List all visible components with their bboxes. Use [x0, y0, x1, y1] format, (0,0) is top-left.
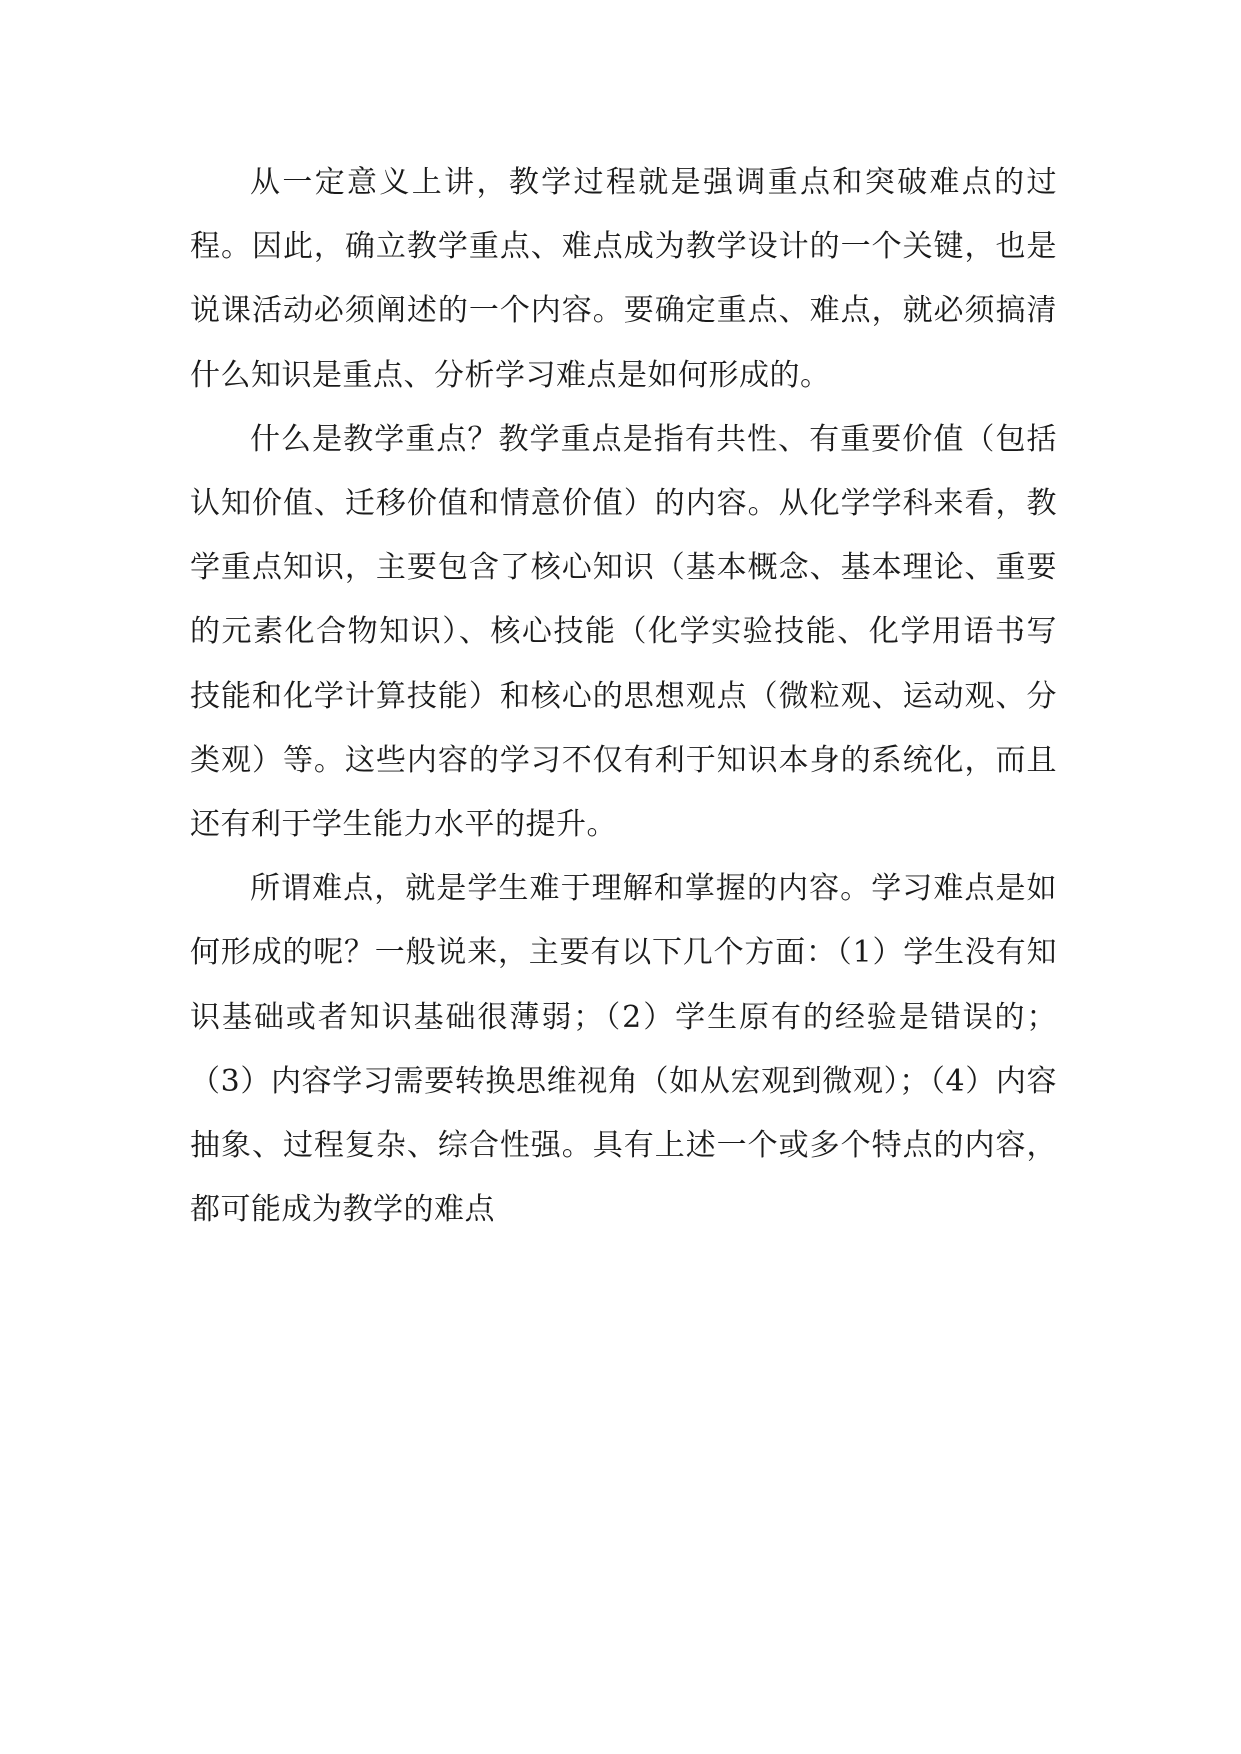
paragraph-2: 什么是教学重点？教学重点是指有共性、有重要价值（包括认知价值、迁移价值和情意价值）的内容。从化学学科来看，教学重点知识，主要包含了核心知识（基本概念、基本理论、重要的元素化合物知识）、核心技能（化学实验技能、化学用语书写技能和化学计算技能）和核心的思想观点（微粒观、运动观、分类观）等。这些内容的学习不仅有利于知识本身的系统化，而且还有利于学生能力水平的提升。 [190, 421, 1057, 843]
paragraph-1: 从一定意义上讲，教学过程就是强调重点和突破难点的过程。因此，确立教学重点、难点成为教学设计的一个关键，也是说课活动必须阐述的一个内容。要确定重点、难点，就必须搞清什么知识是重点、分析学习难点是如何形成的。 [190, 165, 1057, 393]
paragraph-3: 所谓难点，就是学生难于理解和掌握的内容。学习难点是如何形成的呢？一般说来，主要有以下几个方面：（1）学生没有知识基础或者知识基础很薄弱；（2）学生原有的经验是错误的；（3）内容学习需要转换思维视角（如从宏观到微观）；（4）内容抽象、过程复杂、综合性强。具有上述一个或多个特点的内容，都可能成为教学的难点 [190, 871, 1057, 1228]
document-body [190, 151, 1057, 1242]
